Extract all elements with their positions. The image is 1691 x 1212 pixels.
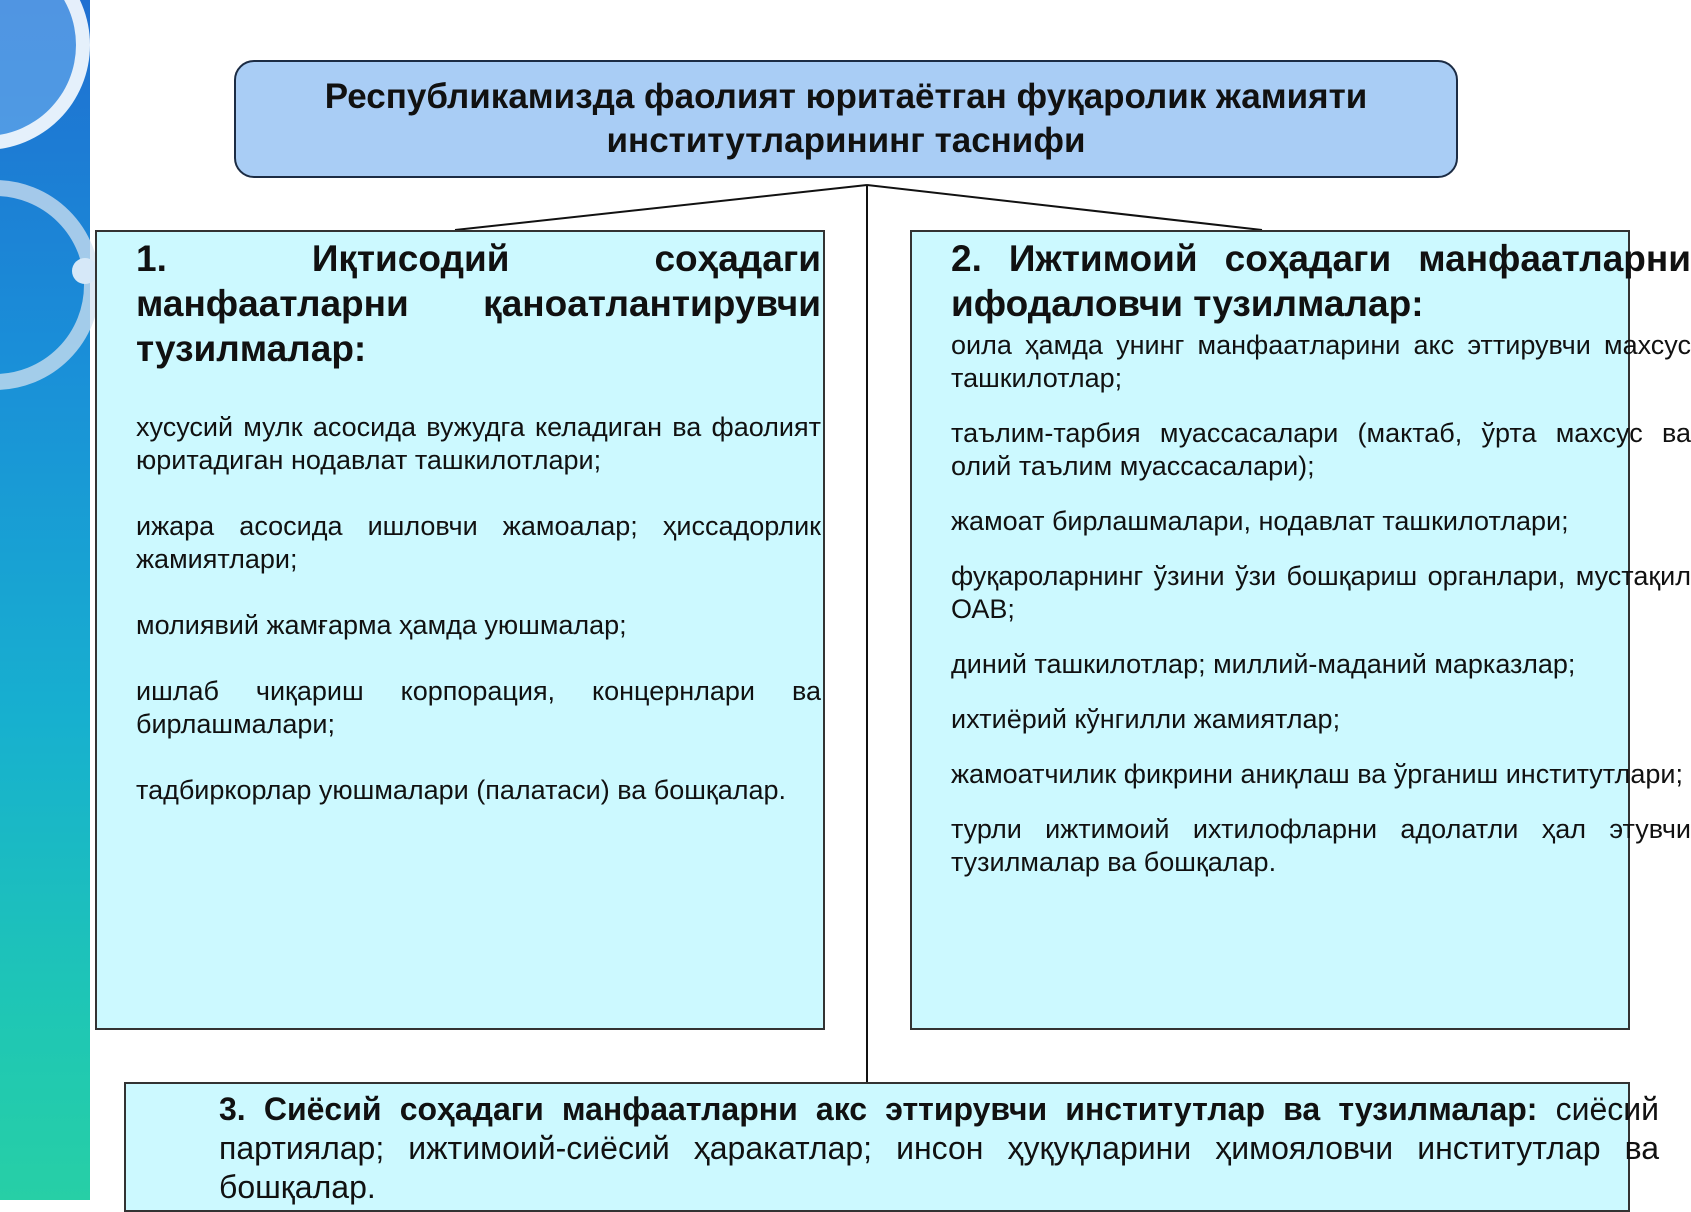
social-item: турли ижтимоий ихтилофларни адолатли ҳал этувчи тузилмалар ва бошқалар. bbox=[951, 814, 1691, 877]
social-item: фуқароларнинг ўзини ўзи бошқариш органлари, мустақил ОАВ; bbox=[951, 561, 1691, 624]
diagram-title-box bbox=[234, 60, 1458, 178]
economic-item: молиявий жамғарма ҳамда уюшмалар; bbox=[136, 610, 627, 640]
social-item: жамоат бирлашмалари, нодавлат ташкилотлари; bbox=[951, 506, 1569, 536]
economic-item: хусусий мулк асосида вужудга келадиган ва фаолият юритадиган нодавлат ташкилотлари; bbox=[136, 412, 821, 475]
diagram-title: Республикамизда фаолият юритаётган фуқаролик жамияти институтларининг таснифи bbox=[324, 77, 1368, 160]
economic-sphere-box bbox=[95, 230, 825, 1030]
political-text: сиёсий партиялар; ижтимоий-сиёсий ҳаракатлар; инсон ҳуқуқларини ҳимояловчи институтлар ва бошқалар. bbox=[219, 1091, 1659, 1205]
social-item: жамоатчилик фикрини аниқлаш ва ўрганиш институтлари; bbox=[951, 759, 1683, 789]
social-heading: 2. Ижтимоий соҳадаги манфаатларни ифодаловчи тузилмалар: bbox=[951, 238, 1691, 324]
social-item: таълим-тарбия муассасалари (мактаб, ўрта махсус ва олий таълим муассасалари); bbox=[951, 418, 1691, 481]
connector-to-economic bbox=[455, 185, 867, 230]
social-item: ихтиёрий кўнгилли жамиятлар; bbox=[951, 704, 1341, 734]
social-item: оила ҳамда унинг манфаатларини акс эттирувчи махсус ташкилотлар; bbox=[951, 330, 1691, 393]
political-heading: 3. Сиёсий соҳадаги манфаатларни акс эттирувчи институтлар ва тузилмалар: bbox=[219, 1091, 1538, 1127]
economic-item: ишлаб чиқариш корпорация, концернлари ва бирлашмалари; bbox=[136, 676, 821, 739]
political-sphere-box bbox=[124, 1082, 1659, 1212]
social-sphere-box bbox=[910, 230, 1691, 1030]
economic-heading: 1. Иқтисодий соҳадаги манфаатларни қаноатлантирувчи тузилмалар: bbox=[136, 238, 821, 369]
social-item: диний ташкилотлар; миллий-маданий марказлар; bbox=[951, 649, 1576, 679]
economic-item: тадбиркорлар уюшмалари (палатаси) ва бошқалар. bbox=[136, 775, 787, 805]
economic-item: ижара асосида ишловчи жамоалар; ҳиссадорлик жамиятлари; bbox=[136, 511, 821, 574]
connector-to-social bbox=[867, 185, 1262, 230]
